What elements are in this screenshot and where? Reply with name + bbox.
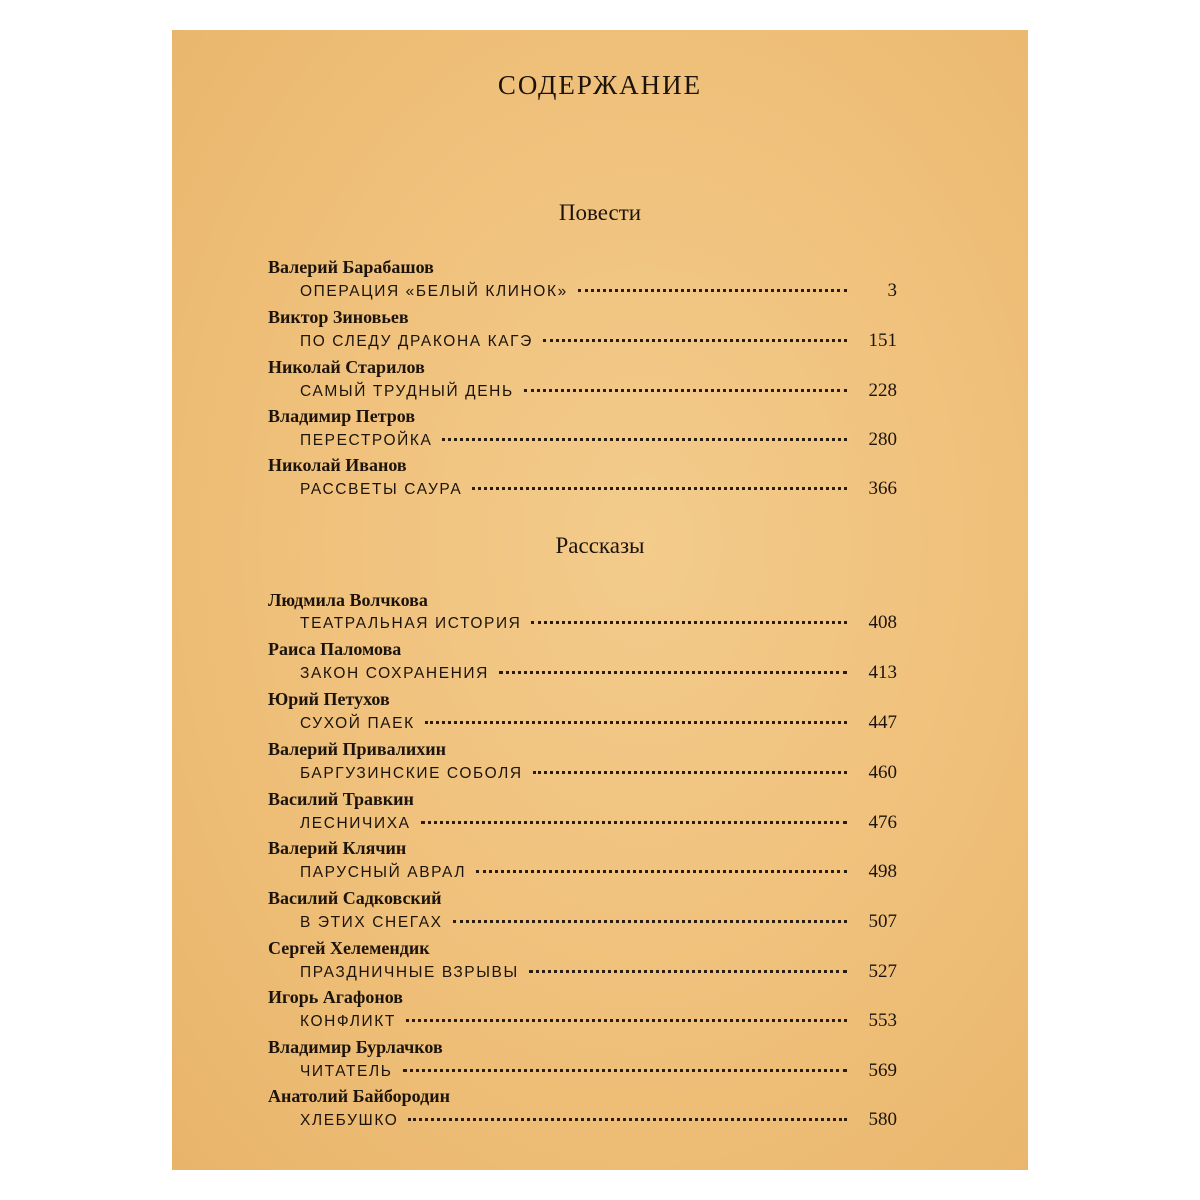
toc-work-title: В ЭТИХ СНЕГАХ [300,914,443,931]
toc-entry [300,961,897,983]
toc-author: Валерий Барабашов [268,257,434,277]
toc-page-number: 408 [868,612,897,633]
toc-author: Василий Садковский [268,888,442,908]
toc-author: Владимир Петров [268,406,416,426]
toc-author: Людмила Волчкова [268,590,428,610]
toc-author: Анатолий Байбородин [268,1086,450,1106]
toc-entry [300,911,897,933]
toc-work-title: ТЕАТРАЛЬНАЯ ИСТОРИЯ [300,615,522,632]
toc-entry [300,280,897,302]
toc-entry [300,330,897,352]
toc-author: Николай Старилов [268,357,425,377]
dot-leader [472,487,847,490]
toc-entry [300,612,897,634]
dot-leader [531,621,847,624]
toc-work-title: БАРГУЗИНСКИЕ СОБОЛЯ [300,765,523,782]
toc-author: Раиса Паломова [268,639,402,659]
toc-page-number: 498 [868,861,897,882]
toc-author: Валерий Привалихин [268,739,446,759]
dot-leader [442,438,847,441]
toc-work-title: ЧИТАТЕЛЬ [300,1063,393,1080]
toc-work-title: ОПЕРАЦИЯ «БЕЛЫЙ КЛИНОК» [300,283,568,300]
page-title: СОДЕРЖАНИЕ [497,70,703,100]
toc-work-title: ХЛЕБУШКО [300,1112,399,1129]
toc-author: Виктор Зиновьев [268,307,409,327]
dot-leader [406,1019,847,1022]
toc-entry [300,1109,897,1131]
toc-page-number: 3 [887,280,897,301]
dot-leader [403,1069,847,1072]
toc-page-number: 553 [868,1010,897,1031]
toc-work-title: КОНФЛИКТ [300,1013,396,1030]
toc-work-title: ПО СЛЕДУ ДРАКОНА КАГЭ [300,333,533,350]
dot-leader [421,821,847,824]
toc-page-number: 507 [868,911,897,932]
toc-author: Игорь Агафонов [268,987,404,1007]
toc-entry [300,1010,897,1032]
section-title-povesti: Повести [558,200,642,225]
toc-author: Николай Иванов [268,455,407,475]
toc-page-number: 569 [868,1060,897,1081]
toc-work-title: РАССВЕТЫ САУРА [300,481,463,498]
dot-leader [425,721,847,724]
toc-page-number: 228 [868,380,897,401]
toc-entry [300,762,897,784]
toc-page-number: 580 [868,1109,897,1130]
toc-author: Юрий Петухов [268,689,390,709]
toc-page-number: 151 [868,330,897,351]
dot-leader [453,920,847,923]
book-page [172,30,1028,1170]
toc-work-title: САМЫЙ ТРУДНЫЙ ДЕНЬ [300,383,514,400]
dot-leader [578,289,847,292]
toc-work-title: ЗАКОН СОХРАНЕНИЯ [300,665,489,682]
toc-entry [300,380,897,402]
dot-leader [408,1118,847,1121]
toc-page-number: 413 [868,662,897,683]
dot-leader [543,339,847,342]
toc-work-title: ЛЕСНИЧИХА [300,815,411,832]
dot-leader [499,671,847,674]
toc-entry [300,812,897,834]
toc-work-title: ПРАЗДНИЧНЫЕ ВЗРЫВЫ [300,964,519,981]
toc-author: Сергей Хелемендик [268,938,430,958]
toc-author: Василий Травкин [268,789,414,809]
section-title-rasskazy: Рассказы [555,533,645,558]
toc-page-number: 447 [868,712,897,733]
toc-work-title: ПЕРЕСТРОЙКА [300,432,433,449]
toc-work-title: СУХОЙ ПАЕК [300,715,415,732]
toc-work-title: ПАРУСНЫЙ АВРАЛ [300,864,467,881]
toc-page-number: 280 [868,429,897,450]
toc-entry [300,712,897,734]
dot-leader [529,970,847,973]
toc-page-number: 527 [868,961,897,982]
toc-entry [300,861,897,883]
toc-entry [300,662,897,684]
toc-page-number: 460 [868,762,897,783]
toc-author: Владимир Бурлачков [268,1037,443,1057]
toc-page-number: 366 [868,478,897,499]
toc-page-number: 476 [868,812,897,833]
toc-entry [300,429,897,451]
dot-leader [524,389,847,392]
toc-author: Валерий Клячин [268,838,407,858]
toc-entry [300,1060,897,1082]
toc-entry [300,478,897,500]
dot-leader [476,870,847,873]
dot-leader [533,771,847,774]
